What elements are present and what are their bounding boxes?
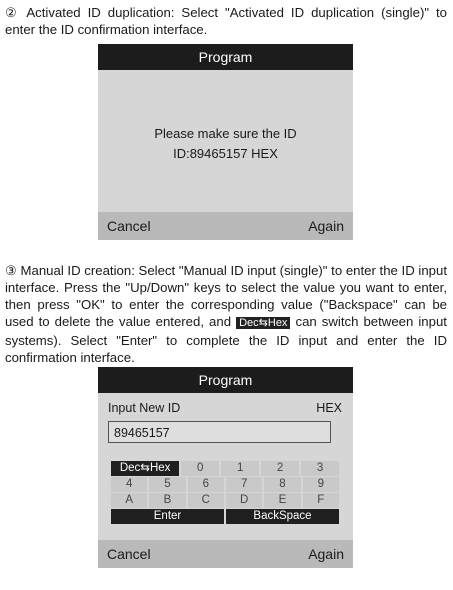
- paragraph-text-a: ③ Manual ID creation: Select "Manual ID input (single)" to enter the ID input interface. Press the "Up/Down" keys to select the value you want to enter, then press "OK" to enter the corresponding value ("Backspace" can be used to delete the value entered, and: [5, 263, 447, 329]
- softkey-bar: [98, 212, 353, 240]
- confirm-id-line: ID:89465157 HEX: [173, 146, 278, 161]
- key-b[interactable]: B: [149, 493, 185, 508]
- backspace-key[interactable]: BackSpace: [226, 509, 339, 524]
- instruction-paragraph-3: [5, 262, 447, 366]
- softkey-bar: [98, 540, 353, 568]
- keypad-row: [111, 509, 339, 524]
- again-softkey[interactable]: Again: [308, 218, 344, 234]
- again-softkey[interactable]: Again: [308, 546, 344, 562]
- key-e[interactable]: E: [264, 493, 300, 508]
- input-label: Input New ID: [108, 401, 181, 415]
- manual-id-screen: [98, 367, 353, 568]
- key-0[interactable]: 0: [181, 461, 219, 476]
- dec-hex-badge: Dec⇆Hex: [236, 317, 290, 329]
- cancel-softkey[interactable]: Cancel: [107, 218, 151, 234]
- confirm-line-1: Please make sure the ID: [154, 126, 297, 141]
- input-header: [108, 401, 342, 415]
- instruction-paragraph-2: ② Activated ID duplication: Select "Activated ID duplication (single)" to enter the ID confirmation interface.: [5, 5, 447, 37]
- key-c[interactable]: C: [188, 493, 224, 508]
- enter-key[interactable]: Enter: [111, 509, 224, 524]
- key-9[interactable]: 9: [303, 477, 339, 492]
- key-6[interactable]: 6: [188, 477, 224, 492]
- key-2[interactable]: 2: [261, 461, 299, 476]
- key-f[interactable]: F: [303, 493, 339, 508]
- key-a[interactable]: A: [111, 493, 147, 508]
- mode-indicator: HEX: [316, 401, 342, 415]
- confirm-message: [98, 124, 353, 164]
- confirm-id-screen: [98, 44, 353, 240]
- screen-title: Program: [98, 367, 353, 393]
- keypad-row: [111, 477, 339, 492]
- key-1[interactable]: 1: [221, 461, 259, 476]
- key-4[interactable]: 4: [111, 477, 147, 492]
- keypad-row: [111, 461, 339, 476]
- keypad: [111, 461, 339, 525]
- key-3[interactable]: 3: [301, 461, 339, 476]
- key-8[interactable]: 8: [264, 477, 300, 492]
- dec-hex-key[interactable]: Dec⇆Hex: [111, 461, 179, 476]
- id-input-field[interactable]: 89465157: [108, 421, 331, 443]
- screen-title: Program: [98, 44, 353, 70]
- key-d[interactable]: D: [226, 493, 262, 508]
- keypad-row: [111, 493, 339, 508]
- key-5[interactable]: 5: [149, 477, 185, 492]
- key-7[interactable]: 7: [226, 477, 262, 492]
- cancel-softkey[interactable]: Cancel: [107, 546, 151, 562]
- paragraph-text-b: can switch between input systems). Select "Enter" to complete the ID input and enter the ID confirmation interface.: [5, 314, 447, 365]
